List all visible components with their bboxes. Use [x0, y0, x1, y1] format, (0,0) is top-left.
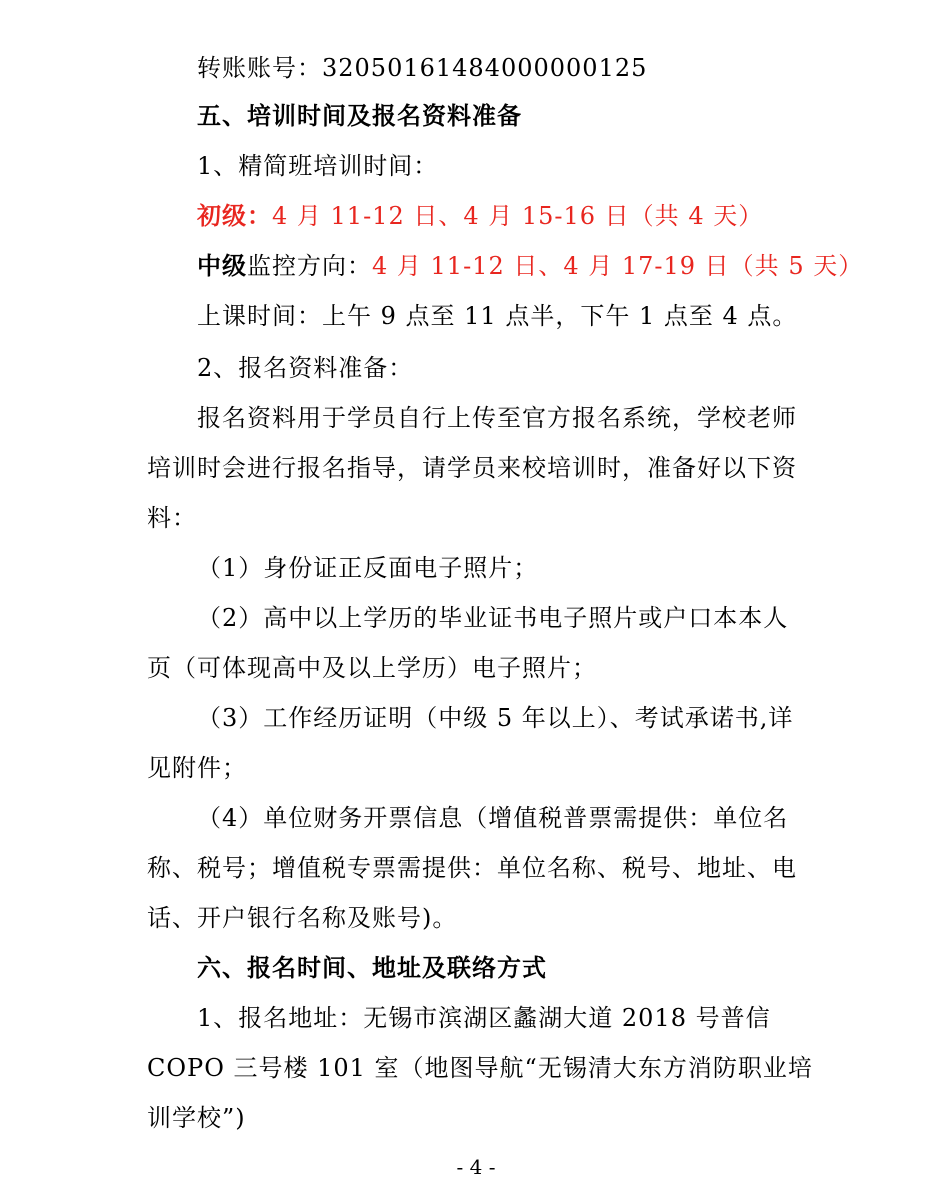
requirement-3-line-2: 见附件；	[147, 754, 247, 782]
class-time-line: 上课时间：上午 9 点至 11 点半，下午 1 点至 4 点。	[197, 302, 798, 330]
address-line-1: 1、报名地址：无锡市滨湖区蠡湖大道 2018 号普信	[197, 1004, 771, 1032]
mid-label: 中级	[197, 251, 247, 280]
item-1-training-time: 1、精简班培训时间：	[197, 152, 439, 180]
requirement-4-line-1: （4）单位财务开票信息（增值税普票需提供：单位名	[197, 804, 789, 832]
mid-direction: 监控方向：	[247, 252, 372, 280]
requirement-2-line-2: 页（可体现高中及以上学历）电子照片；	[147, 654, 597, 682]
materials-paragraph-line-3: 料：	[147, 504, 197, 532]
junior-dates: 4 月 11-12 日、4 月 15-16 日（共 4 天）	[272, 202, 764, 230]
transfer-account-line: 转账账号：32050161484000000125	[197, 54, 648, 82]
page-number: - 4 -	[456, 1155, 496, 1179]
address-line-3: 训学校”)	[147, 1104, 246, 1132]
materials-paragraph-line-2: 培训时会进行报名指导，请学员来校培训时，准备好以下资	[147, 454, 797, 482]
section-6-heading: 六、报名时间、地址及联络方式	[197, 953, 547, 982]
junior-level-line	[197, 200, 763, 232]
requirement-1: （1）身份证正反面电子照片；	[197, 554, 539, 582]
mid-level-line	[197, 250, 863, 282]
requirement-2-line-1: （2）高中以上学历的毕业证书电子照片或户口本本人	[197, 604, 789, 632]
requirement-4-line-2: 称、税号；增值税专票需提供：单位名称、税号、地址、电	[147, 854, 797, 882]
requirement-3-line-1: （3）工作经历证明（中级 5 年以上）、考试承诺书,详	[197, 704, 794, 732]
mid-dates: 4 月 11-12 日、4 月 17-19 日（共 5 天）	[372, 252, 864, 280]
section-5-heading: 五、培训时间及报名资料准备	[197, 101, 522, 130]
item-2-materials: 2、报名资料准备：	[197, 354, 414, 382]
address-line-2: COPO 三号楼 101 室（地图导航“无锡清大东方消防职业培	[147, 1054, 813, 1082]
junior-label: 初级：	[197, 201, 272, 230]
materials-paragraph-line-1: 报名资料用于学员自行上传至官方报名系统，学校老师	[197, 404, 797, 432]
requirement-4-line-3: 话、开户银行名称及账号)。	[147, 904, 458, 932]
